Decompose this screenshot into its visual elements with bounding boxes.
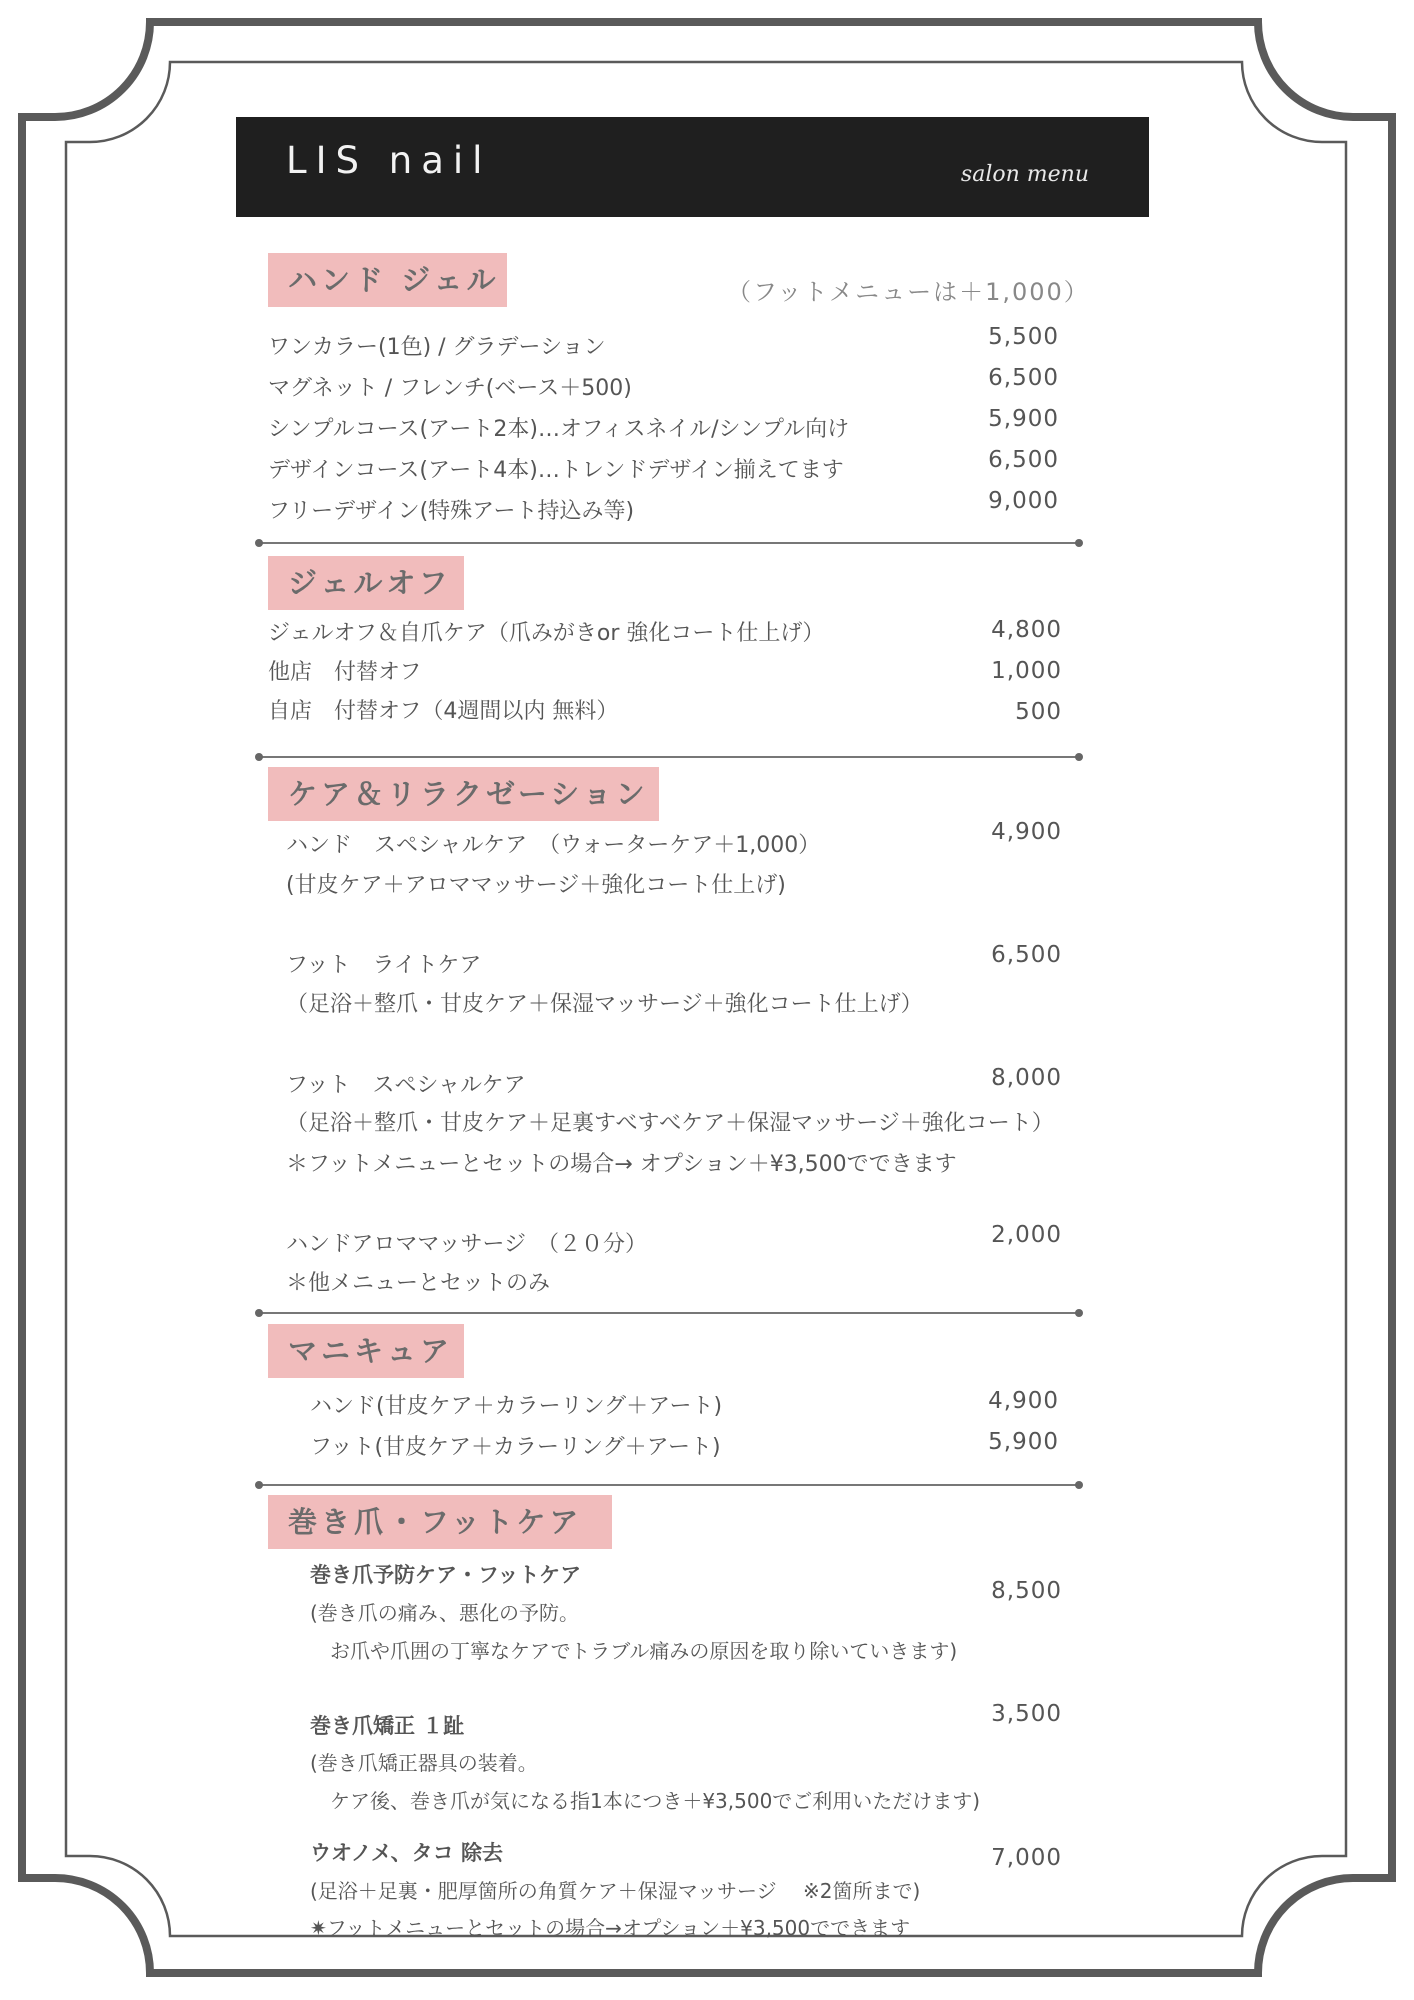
menu-item-detail: ＊フットメニューとセットの場合→ オプション＋¥3,500でできます: [286, 1152, 957, 1177]
menu-item-label: フット(甘皮ケア＋カラーリング＋アート): [310, 1435, 721, 1460]
section-title-hand-gel: ハンド ジェル: [268, 253, 507, 307]
menu-item-label: デザインコース(アート4本)…トレンドデザイン揃えてます: [268, 458, 844, 483]
menu-item-detail: ケア後、巻き爪が気になる指1本につき＋¥3,500でご利用いただけます): [310, 1789, 981, 1813]
menu-item-price: 1,000: [991, 658, 1062, 684]
menu-item-price: 7,000: [991, 1845, 1062, 1871]
section-divider: [258, 1484, 1080, 1486]
brand-name: LIS nail: [286, 139, 492, 182]
menu-item-label: ハンド(甘皮ケア＋カラーリング＋アート): [310, 1394, 723, 1419]
menu-item-label: 他店 付替オフ: [268, 660, 422, 685]
menu-item-detail: (甘皮ケア＋アロママッサージ＋強化コート仕上げ): [286, 873, 786, 898]
menu-item-label: ワンカラー(1色) / グラデーション: [268, 335, 606, 360]
menu-item-label: 巻き爪矯正 １趾: [310, 1714, 465, 1738]
menu-item-price: 8,500: [991, 1578, 1062, 1604]
menu-item-label: ハンドアロママッサージ （２０分）: [286, 1232, 648, 1257]
menu-item-label: マグネット / フレンチ(ベース＋500): [268, 376, 632, 401]
menu-item-detail: ＊他メニューとセットのみ: [286, 1271, 551, 1296]
menu-item-label: 巻き爪予防ケア・フットケア: [310, 1563, 582, 1587]
section-divider: [258, 542, 1080, 544]
menu-item-price: 9,000: [988, 488, 1059, 514]
menu-item-price: 5,900: [988, 406, 1059, 432]
menu-item-detail: ✷フットメニューとセットの場合→オプション＋¥3,500でできます: [310, 1916, 911, 1940]
menu-item-label: ハンド スペシャルケア （ウォーターケア＋1,000）: [286, 833, 821, 858]
menu-item-price: 6,500: [988, 447, 1059, 473]
menu-item-price: 2,000: [991, 1222, 1062, 1248]
menu-item-label: シンプルコース(アート2本)…オフィスネイル/シンプル向け: [268, 417, 850, 442]
menu-item-detail: （足浴＋整爪・甘皮ケア＋保湿マッサージ＋強化コート仕上げ）: [286, 992, 923, 1017]
menu-item-label: ジェルオフ＆自爪ケア（爪みがきor 強化コート仕上げ）: [268, 621, 825, 646]
menu-item-price: 6,500: [988, 365, 1059, 391]
menu-item-detail: (巻き爪矯正器具の装着。: [310, 1751, 538, 1775]
menu-item-price: 8,000: [991, 1065, 1062, 1091]
section-title-care: ケア＆リラクゼーション: [268, 767, 659, 821]
menu-item-label: 自店 付替オフ（4週間以内 無料）: [268, 699, 619, 724]
foot-menu-note: （フットメニューは＋1,000）: [727, 278, 1090, 306]
menu-item-label: ウオノメ、タコ 除去: [310, 1841, 503, 1865]
menu-item-price: 5,500: [988, 324, 1059, 350]
section-divider: [258, 1312, 1080, 1314]
section-title-manicure: マニキュア: [268, 1324, 464, 1378]
menu-item-detail: （足浴＋整爪・甘皮ケア＋足裏すべすべケア＋保湿マッサージ＋強化コート）: [286, 1111, 1054, 1136]
menu-item-price: 6,500: [991, 942, 1062, 968]
menu-item-price: 500: [1015, 699, 1062, 725]
menu-item-price: 3,500: [991, 1701, 1062, 1727]
menu-item-label: フット スペシャルケア: [286, 1073, 526, 1098]
menu-item-price: 5,900: [988, 1429, 1059, 1455]
menu-item-detail: お爪や爪囲の丁寧なケアでトラブル痛みの原因を取り除いていきます): [310, 1639, 958, 1663]
header-bar: [236, 117, 1149, 217]
section-title-foot-care: 巻き爪・フットケア: [268, 1495, 612, 1549]
menu-item-price: 4,800: [991, 617, 1062, 643]
menu-item-label: フリーデザイン(特殊アート持込み等): [268, 499, 635, 524]
menu-item-price: 4,900: [988, 1388, 1059, 1414]
menu-item-price: 4,900: [991, 819, 1062, 845]
section-title-gel-off: ジェルオフ: [268, 556, 464, 610]
menu-item-detail: (足浴＋足裏・肥厚箇所の角質ケア＋保湿マッサージ ※2箇所まで): [310, 1879, 921, 1903]
section-divider: [258, 756, 1080, 758]
salon-menu-tagline: salon menu: [960, 162, 1089, 187]
menu-item-label: フット ライトケア: [286, 953, 482, 978]
menu-item-detail: (巻き爪の痛み、悪化の予防。: [310, 1601, 580, 1625]
